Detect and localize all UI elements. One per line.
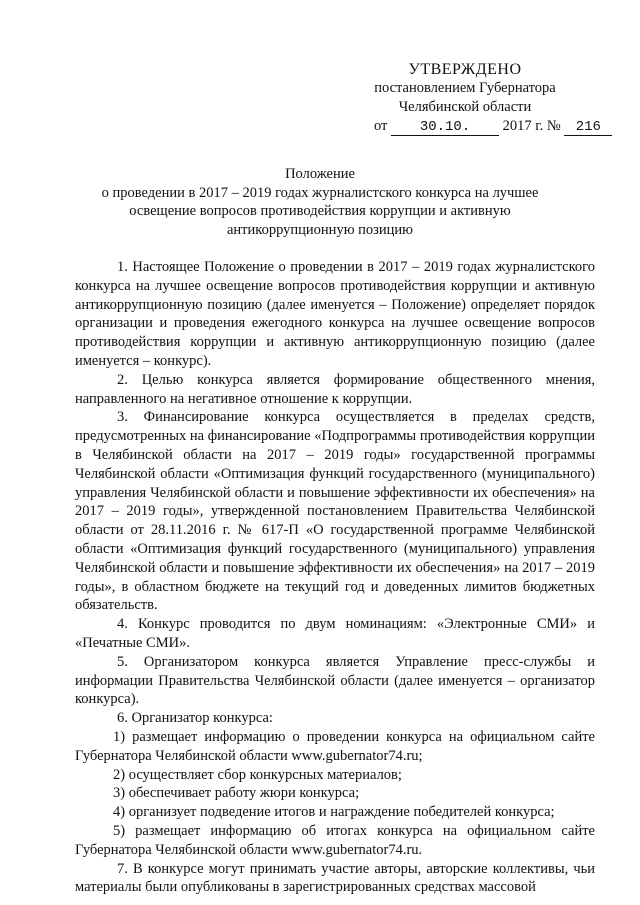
approval-number: 216 bbox=[564, 119, 612, 136]
document-title bbox=[70, 165, 570, 239]
approval-stamp bbox=[340, 60, 601, 136]
paragraph-5: 5. Организатором конкурса является Управление пресс-службы и информации Правительства Челябинской области (далее именуется – организатор конкурса). bbox=[75, 653, 595, 708]
approval-year: 2017 г. № bbox=[502, 118, 561, 134]
title-line-4: антикоррупционную позицию bbox=[226, 221, 413, 238]
list-item-3: 3) обеспечивает работу жюри конкурса; bbox=[113, 785, 360, 802]
list-item-5: 5) размещает информацию об итогах конкурса на официальном сайте Губернатора Челябинской области www.gubernator74.ru. bbox=[75, 822, 595, 858]
list-item-4: 4) организует подведение итогов и награждение победителей конкурса; bbox=[113, 804, 555, 821]
approval-date-line bbox=[340, 117, 601, 136]
title-line-1: Положение bbox=[285, 166, 355, 182]
paragraph-1: 1. Настоящее Положение о проведении в 2017 – 2019 годах журналистского конкурса на лучшее освещение вопросов противодействия коррупции и активную антикоррупционную позицию (далее именуется – Положение) определяет порядок организации и проведения ежегодного конкурса на лучшее освещение вопросов противодействия коррупции и активную антикоррупционную позицию (далее именуется – конкурс). bbox=[75, 259, 595, 369]
paragraph-3: 3. Финансирование конкурса осуществляется в пределах средств, предусмотренных на финансирование «Подпрограммы противодействия коррупции в Челябинской области на 2017 – 2019 годы» государственной программы Челябинской области «Оптимизация функций государственного (муниципального) управления Челябинской области и повышение эффективности их обеспечения» на 2017 – 2019 годы», утвержденной постановлением Правительства Челябинской области от 28.11.2016 г. № 617-П «О государственной программе Челябинской области «Оптимизация функций государственного (муниципального) управления Челябинской области и повышение эффективности их обеспечения» на 2017 – 2019 годы», в областном бюджете на текущий год и доведенных лимитов бюджетных обязательств. bbox=[75, 409, 595, 614]
approval-line-1: постановлением Губернатора bbox=[374, 80, 556, 96]
approval-date: 30.10. bbox=[391, 119, 499, 136]
paragraph-7: 7. В конкурсе могут принимать участие авторы, авторские коллективы, чьи материалы были опубликованы в зарегистрированных средствах массовой bbox=[75, 860, 595, 896]
approval-heading: УТВЕРЖДЕНО bbox=[408, 61, 522, 78]
document-body bbox=[75, 258, 595, 897]
date-prefix: от bbox=[374, 118, 388, 134]
list-item-1: 1) размещает информацию о проведении конкурса на официальном сайте Губернатора Челябинской области www.gubernator74.ru; bbox=[75, 728, 595, 764]
title-line-2: о проведении в 2017 – 2019 годах журналистского конкурса на лучшее bbox=[101, 184, 539, 201]
paragraph-4: 4. Конкурс проводится по двум номинациям: «Электронные СМИ» и «Печатные СМИ». bbox=[75, 616, 595, 651]
paragraph-2: 2. Целью конкурса является формирование общественного мнения, направленного на негативное отношение к коррупции. bbox=[75, 371, 595, 407]
title-line-3: освещение вопросов противодействия коррупции и активную bbox=[129, 203, 511, 219]
approval-line-2: Челябинской области bbox=[398, 99, 532, 115]
list-item-2: 2) осуществляет сбор конкурсных материалов; bbox=[113, 766, 402, 783]
paragraph-6: 6. Организатор конкурса: bbox=[117, 710, 273, 727]
